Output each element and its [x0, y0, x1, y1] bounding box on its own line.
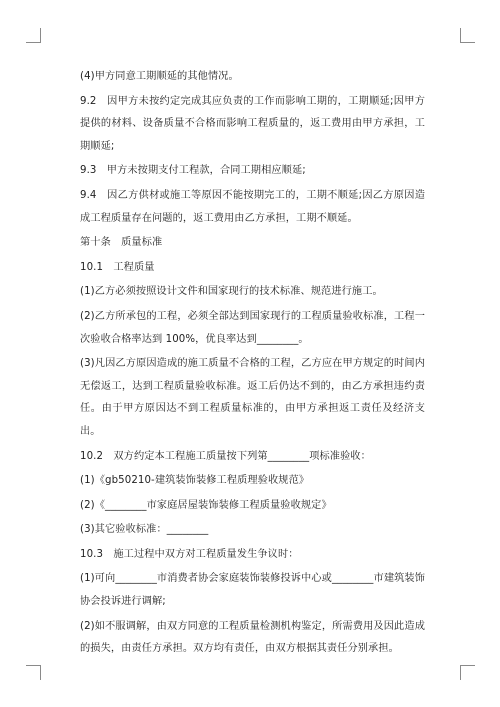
paragraph-10-3-1: (1)可向________市消费者协会家庭装饰装修投诉中心或________市建筑装饰协会投诉进行调解;: [80, 573, 425, 608]
crop-mark-top-right: [460, 28, 475, 43]
paragraph-9-2: 9.2 因甲方未按约定完成其应负责的工作而影响工期的，工期顺延;因甲方提供的材料、设备质量不合格而影响工程质量的，返工费用由甲方承担，工期顺延;: [80, 95, 425, 152]
section-heading-quality-standard: 第十条 质量标准: [80, 237, 163, 249]
paragraph-9-3: 9.3 甲方未按期支付工程款，合同工期相应顺延;: [80, 165, 306, 177]
paragraph-10-3: 10.3 施工过程中双方对工程质量发生争议时：: [80, 548, 299, 560]
subheading-10-1: 10.1 工程质量: [80, 261, 155, 273]
paragraph-10-1-1: (1)乙方必须按照设计文件和国家现行的技术标准、规范进行施工。: [80, 286, 383, 298]
paragraph-10-2-1: (1)《gb50210-建筑装饰装修工程质理验收规范》: [80, 475, 310, 487]
paragraph-10-1-3: (3)凡因乙方原因造成的施工质量不合格的工程，乙方应在甲方规定的时间内无偿返工，达到工程质量验收标准。返工后仍达不到的，由乙方承担违约责任。由于甲方原因达不到工程质量标准的，由甲方承担返工责任及经济支出。: [80, 358, 425, 437]
paragraph-4-other-delay-cases: (4)甲方同意工期顺延的其他情况。: [80, 71, 239, 82]
paragraph-10-2: 10.2 双方约定本工程施工质量按下列第________项标准验收：: [80, 450, 371, 462]
paragraph-10-1-2: (2)乙方所承包的工程，必须全部达到国家现行的工程质量验收标准，工程一次验收合格率达到 100%，优良率达到________。: [80, 310, 425, 345]
crop-mark-bottom-right: [460, 665, 475, 680]
document-body: [80, 66, 425, 663]
crop-mark-top-left: [26, 28, 41, 43]
paragraph-10-2-2: (2)《________市家庭居屋装饰装修工程质量验收规定》: [80, 499, 332, 511]
paragraph-9-4: 9.4 因乙方供材或施工等原因不能按期完工的，工期不顺延;因乙方原因造成工程质量存在问题的，返工费用由乙方承担，工期不顺延。: [80, 189, 425, 224]
paragraph-10-2-3: (3)其它验收标准：________: [80, 524, 209, 536]
crop-mark-bottom-left: [26, 665, 41, 680]
paragraph-10-3-2: (2)如不服调解，由双方同意的工程质量检测机构鉴定，所需费用及因此造成的损失，由责任方承担。双方均有责任，由双方根据其责任分别承担。: [80, 620, 425, 655]
